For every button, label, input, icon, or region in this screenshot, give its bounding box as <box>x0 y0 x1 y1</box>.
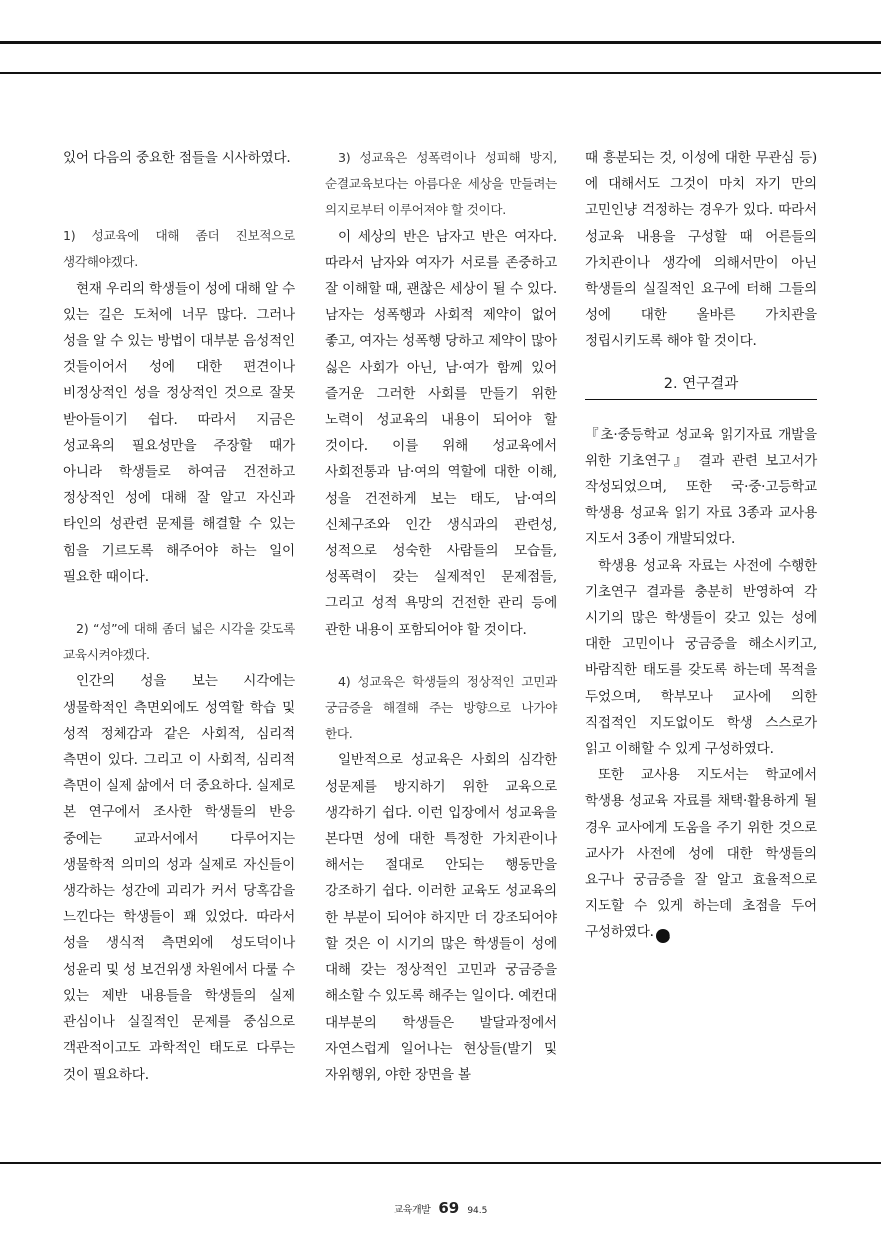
page-footer <box>0 1198 881 1217</box>
paragraph: 학생용 성교육 자료는 사전에 수행한 기초연구 결과를 충분히 반영하여 각 시기의 많은 학생들이 갖고 있는 성에 대한 고민이나 궁금증을 해소시키고, 바람직한 태도를 갖도록 하는데 목적을 두었으며, 학부모나 교사에 의한 직접적인 지도없이도 학생 스스로가 읽고 이해할 수 있게 구성하였다. <box>585 557 817 758</box>
subheading: 2) “성”에 대해 좀더 넓은 시각을 갖도록 교육시켜야겠다. <box>63 621 295 663</box>
paragraph: 인간의 성을 보는 시각에는 생물학적인 측면외에도 성역할 학습 및 성적 정체감과 같은 사회적, 심리적 측면이 있다. 그리고 이 사회적, 심리적 측면이 실제 삶에서 더 중요하다. 실제로 본 연구에서 조사한 학생들의 반응 중에는 교과서에서 다루어지는 생물학적 의미의 성과 실제로 자신들이 생각하는 성간에 괴리가 커서 당혹감을 느낀다는 학생들이 꽤 있었다. 따라서 성을 생식적 측면외에 성도덕이나 성윤리 및 성 보건위생 차원에서 다룰 수 있는 제반 내용들을 학생들의 실제 관심이나 실질적인 문제를 중심으로 객관적이고도 과학적인 태도로 다루는 것이 필요하다. <box>63 673 295 1083</box>
subheading: 4) 성교육은 학생들의 정상적인 고민과 궁금증을 해결해 주는 방향으로 나가야 한다. <box>325 673 557 742</box>
paragraph: 현재 우리의 학생들이 성에 대해 알 수 있는 길은 도처에 너무 많다. 그러나 성을 알 수 있는 방법이 대부분 음성적인 것들이어서 성에 대한 편견이나 비정상적인 성을 정상적인 것으로 잘못 받아들이기 쉽다. 따라서 지금은 성교육의 필요성만을 주장할 때가 아니라 학생들로 하여금 건전하고 정상적인 성에 대해 잘 알고 자신과 타인의 성관련 문제를 해결할 수 있는 힘을 기르도록 해주어야 하는 일이 필요한 때이다. <box>63 280 295 585</box>
paragraph: 일반적으로 성교육은 사회의 심각한 성문제를 방지하기 위한 교육으로 생각하기 쉽다. 이런 입장에서 성교육을 본다면 성에 대한 특정한 가치관이나 해서는 절대로 안되는 행동만을 강조하기 쉽다. 이러한 교육도 성교육의 한 부분이 되어야 하지만 더 강조되어야 할 것은 이 시기의 많은 학생들이 성에 대해 갖는 정상적인 고민과 궁금증을 해소할 수 있도록 해주는 일이다. 예컨대 대부분의 학생들은 발달과정에서 자연스럽게 일어나는 현상들(발기 및 자위행위, 야한 장면을 볼 <box>325 752 557 1083</box>
top-rule-secondary <box>0 72 881 74</box>
end-mark-icon: ⓔ <box>656 929 670 943</box>
paragraph: 때 흥분되는 것, 이성에 대한 무관심 등)에 대해서도 그것이 마치 자기 만의 고민인냥 걱정하는 경우가 있다. 따라서 성교육 내용을 구성할 때 어른들의 가치관이나 생각에 의해서만이 아닌 학생들의 실질적인 요구에 터해 그들의 성에 대한 올바른 가치관을 정립시키도록 해야 할 것이다. <box>585 150 817 350</box>
text-column-3 <box>585 145 817 946</box>
page-number: 69 <box>438 1199 460 1217</box>
paragraph: 『초·중등학교 성교육 읽기자료 개발을 위한 기초연구』 결과 관련 보고서가 작성되었으며, 또한 국·중·고등학교 학생용 성교육 읽기 자료 3종과 교사용 지도서 3종이 개발되었다. <box>585 426 817 548</box>
paragraph: 이 세상의 반은 남자고 반은 여자다. 따라서 남자와 여자가 서로를 존중하고 잘 이해할 때, 괜찮은 세상이 될 수 있다. 남자는 성폭행과 사회적 제약이 없어 좋고, 여자는 성폭행 당하고 제약이 많아 싫은 사회가 아닌, 남·여가 함께 있어 즐거운 그러한 사회를 만들기 위한 노력이 성교육의 내용이 되어야 할 것이다. 이를 위해 성교육에서 사회전통과 남·여의 역할에 대한 이해, 성을 건전하게 보는 태도, 남·여의 신체구조와 인간 생식과의 관련성, 성적으로 성숙한 사람들의 모습들, 성폭력이 갖는 실제적인 문제점들, 그리고 성적 욕망의 건전한 관리 등에 관한 내용이 포함되어야 할 것이다. <box>325 228 557 638</box>
text-column-1 <box>63 145 295 1088</box>
magazine-name: 교육개발 <box>393 1205 431 1216</box>
paragraph-text: 또한 교사용 지도서는 학교에서 학생용 성교육 자료를 채택·활용하게 될 경우 교사에게 도움을 주기 위한 것으로 교사가 사전에 성에 대한 학생들의 요구나 궁금증을 잘 알고 효율적으로 지도할 수 있게 하는데 초점을 두어 구성하였다. <box>585 767 817 941</box>
paragraph: 있어 다음의 중요한 점들을 시사하였다. <box>63 150 291 166</box>
paragraph <box>585 762 817 945</box>
subheading: 1) 성교육에 대해 좀더 진보적으로 생각해야겠다. <box>63 228 295 270</box>
issue-date: 94.5 <box>467 1206 488 1216</box>
bottom-rule <box>0 1162 881 1164</box>
top-rule <box>0 41 881 44</box>
section-heading: 2. 연구결과 <box>585 369 817 400</box>
text-column-2 <box>325 145 557 1088</box>
subheading: 3) 성교육은 성폭력이나 성피해 방지, 순결교육보다는 아름다운 세상을 만들려는 의지로부터 이루어져야 할 것이다. <box>325 150 557 218</box>
